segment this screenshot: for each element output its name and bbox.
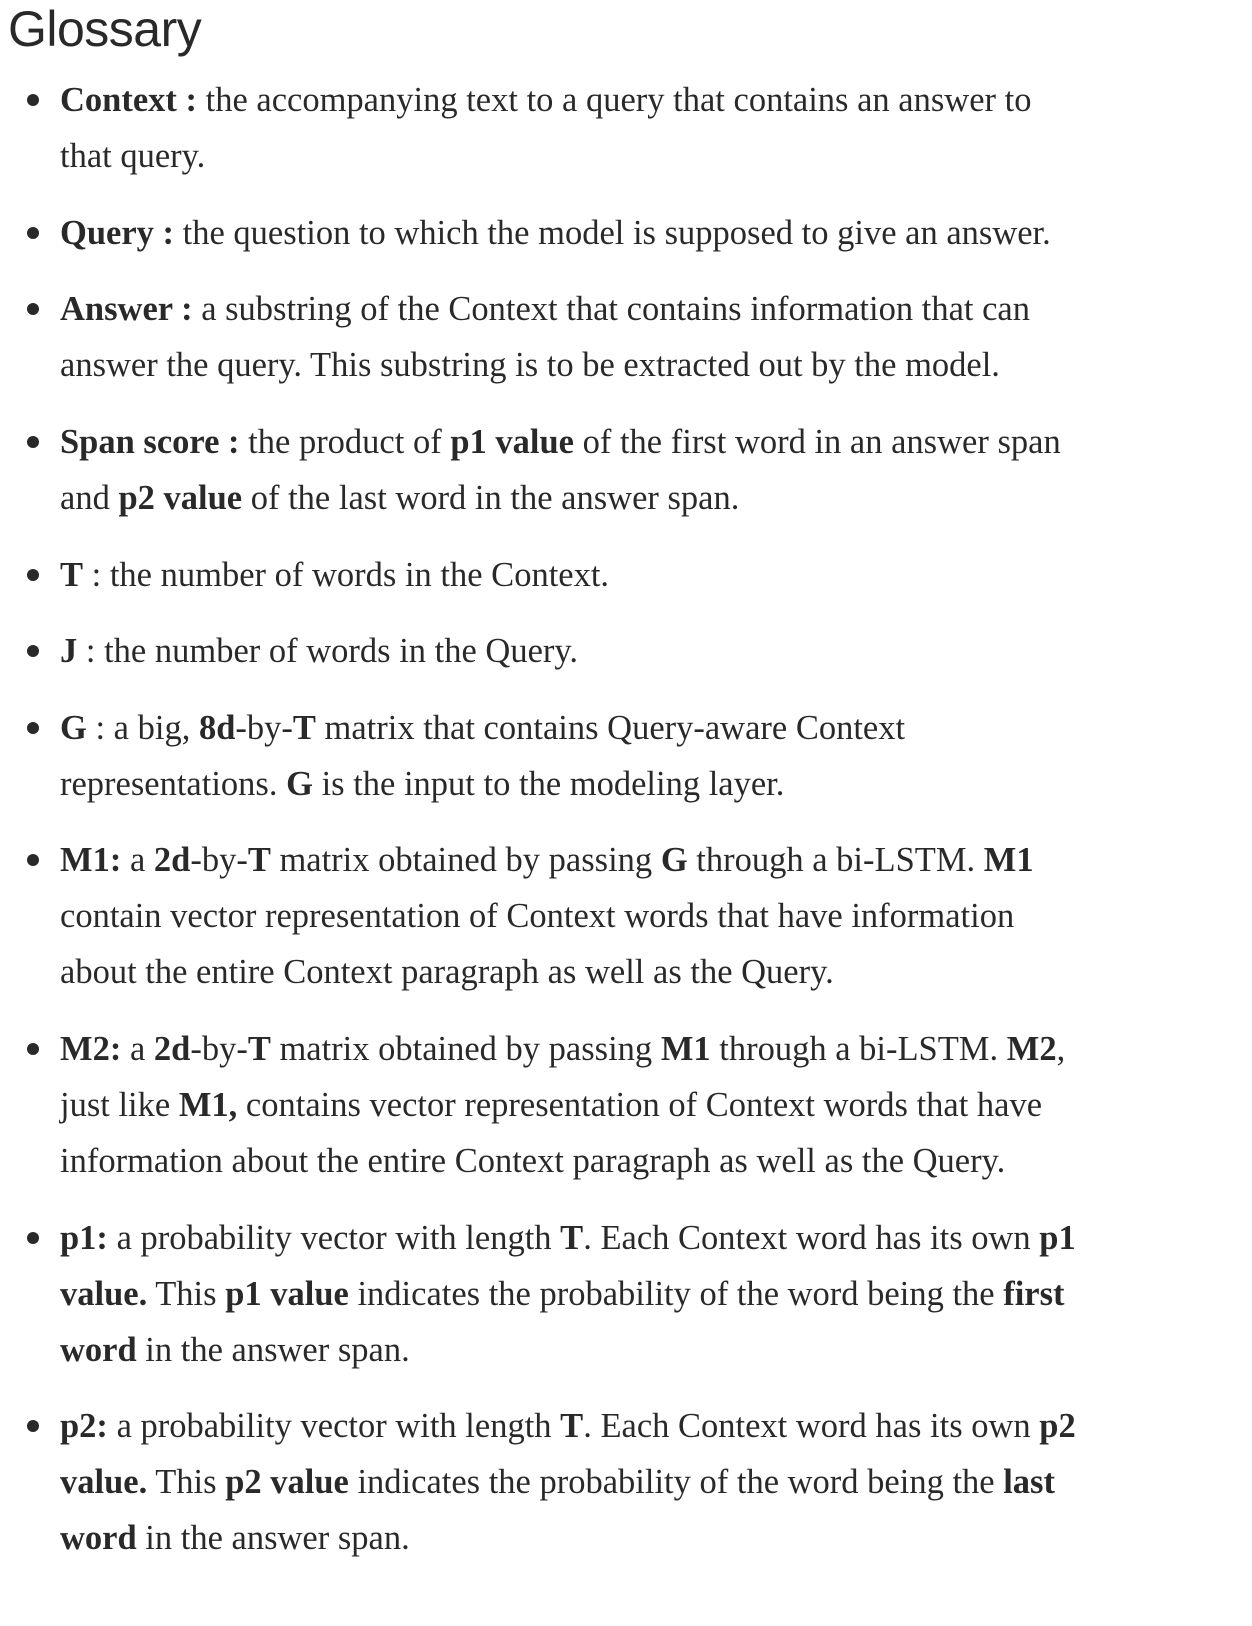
- glossary-item-line: [60, 700, 1246, 756]
- glossary-text: the accompanying text to a query that contains an answer to: [197, 81, 1032, 119]
- glossary-term: p2: [1039, 1407, 1076, 1445]
- glossary-item: [60, 547, 1246, 603]
- glossary-text: -by-: [190, 841, 248, 879]
- glossary-text: about the entire Context paragraph as well as the Query.: [60, 953, 834, 991]
- glossary-term: p1 value: [225, 1275, 349, 1313]
- glossary-term: first: [1003, 1275, 1065, 1313]
- glossary-term: M2:: [60, 1030, 122, 1068]
- glossary-term: p1 value: [450, 423, 574, 461]
- glossary-term: G: [286, 765, 313, 803]
- glossary-term: 2d: [153, 1030, 191, 1068]
- glossary-term: p1: [1039, 1219, 1076, 1257]
- glossary-text: contains vector representation of Context words that have: [237, 1086, 1043, 1124]
- glossary-term: T: [247, 1030, 271, 1068]
- glossary-text: a probability vector with length: [107, 1219, 561, 1257]
- glossary-text: and: [60, 479, 119, 517]
- glossary-text: contain vector representation of Context words that have information: [60, 897, 1015, 935]
- glossary-item-line: [60, 1077, 1246, 1133]
- glossary-item-line: [60, 205, 1246, 261]
- glossary-term: M1:: [60, 841, 122, 879]
- glossary-text: -by-: [235, 709, 293, 747]
- glossary-term: word: [60, 1519, 137, 1557]
- glossary-term: 2d: [153, 841, 191, 879]
- glossary-text: : a big,: [86, 709, 199, 747]
- glossary-item-line: [60, 888, 1246, 944]
- glossary-text: that query.: [60, 137, 206, 175]
- glossary-term: G: [60, 709, 87, 747]
- glossary-term: T: [247, 841, 271, 879]
- glossary-text: through a bi-LSTM.: [687, 841, 984, 879]
- glossary-term: T: [560, 1219, 584, 1257]
- glossary-item-line: [60, 128, 1246, 184]
- glossary-item-line: [60, 1021, 1246, 1077]
- glossary-text: a probability vector with length: [107, 1407, 561, 1445]
- glossary-item-line: [60, 944, 1246, 1000]
- glossary-item-line: [60, 1266, 1246, 1322]
- glossary-text: representations.: [60, 765, 287, 803]
- glossary-item-line: [60, 337, 1246, 393]
- glossary-text: information about the entire Context paragraph as well as the Query.: [60, 1142, 1006, 1180]
- glossary-item-line: [60, 1398, 1246, 1454]
- glossary-text: -by-: [190, 1030, 248, 1068]
- glossary-text: just like: [60, 1086, 179, 1124]
- glossary-item: [60, 832, 1246, 1000]
- glossary-text: answer the query. This substring is to be extracted out by the model.: [60, 346, 1000, 384]
- glossary-text: This: [147, 1275, 226, 1313]
- glossary-term: M2: [1006, 1030, 1057, 1068]
- glossary-item-line: [60, 470, 1246, 526]
- glossary-text: the question to which the model is supposed to give an answer.: [174, 214, 1051, 252]
- glossary-item: [60, 205, 1246, 261]
- glossary-term: Span score :: [60, 423, 240, 461]
- glossary-item-line: [60, 832, 1246, 888]
- glossary-term: p2 value: [118, 479, 243, 517]
- glossary-text: of the first word in an answer span: [573, 423, 1061, 461]
- glossary-term: value.: [60, 1275, 148, 1313]
- glossary-text: a: [121, 841, 154, 879]
- glossary-term: word: [60, 1331, 137, 1369]
- glossary-text: the product of: [239, 423, 451, 461]
- glossary-item: [60, 72, 1246, 184]
- glossary-term: last: [1003, 1463, 1055, 1501]
- glossary-item-line: [60, 1210, 1246, 1266]
- glossary-text: . Each Context word has its own: [583, 1407, 1040, 1445]
- glossary-item: [60, 414, 1246, 526]
- glossary-text: This: [147, 1463, 226, 1501]
- glossary-item: [60, 700, 1246, 812]
- glossary-text: ,: [1056, 1030, 1066, 1068]
- glossary-text: in the answer span.: [136, 1331, 410, 1369]
- glossary-text: is the input to the modeling layer.: [312, 765, 785, 803]
- glossary-item: [60, 1210, 1246, 1378]
- glossary-item-line: [60, 414, 1246, 470]
- glossary-item: [60, 1398, 1246, 1566]
- glossary-item-line: [60, 756, 1246, 812]
- glossary-term: J: [60, 632, 78, 670]
- glossary-term: value.: [60, 1463, 148, 1501]
- glossary-item-line: [60, 623, 1246, 679]
- glossary-text: a: [121, 1030, 154, 1068]
- glossary-term: T: [292, 709, 316, 747]
- glossary-text: in the answer span.: [136, 1519, 410, 1557]
- glossary-item: [60, 623, 1246, 679]
- glossary-item-line: [60, 1510, 1246, 1566]
- glossary-item-line: [60, 547, 1246, 603]
- glossary-text: indicates the probability of the word being the: [348, 1463, 1004, 1501]
- glossary-text: matrix obtained by passing: [270, 841, 661, 879]
- glossary-term: G: [660, 841, 688, 879]
- glossary-term: M1,: [178, 1086, 238, 1124]
- glossary-text: : the number of words in the Context.: [83, 556, 610, 594]
- glossary-item-line: [60, 72, 1246, 128]
- glossary-text: matrix that contains Query-aware Context: [315, 709, 906, 747]
- glossary-term: T: [60, 556, 84, 594]
- glossary-term: T: [560, 1407, 584, 1445]
- glossary-term: p1:: [60, 1219, 108, 1257]
- glossary-term: M1: [660, 1030, 711, 1068]
- glossary-text: a substring of the Context that contains information that can: [192, 290, 1030, 328]
- glossary-term: Context :: [60, 81, 198, 119]
- glossary-term: 8d: [198, 709, 236, 747]
- glossary-term: Answer :: [60, 290, 193, 328]
- glossary-term: p2:: [60, 1407, 108, 1445]
- glossary-item-line: [60, 1322, 1246, 1378]
- glossary-text: : the number of words in the Query.: [77, 632, 579, 670]
- glossary-item: [60, 281, 1246, 393]
- glossary-text: indicates the probability of the word being the: [348, 1275, 1004, 1313]
- glossary-text: of the last word in the answer span.: [242, 479, 740, 517]
- glossary-term: p2 value: [225, 1463, 349, 1501]
- glossary-text: matrix obtained by passing: [270, 1030, 661, 1068]
- glossary-text: through a bi-LSTM.: [710, 1030, 1007, 1068]
- glossary-item-line: [60, 1133, 1246, 1189]
- glossary-item: [60, 1021, 1246, 1189]
- glossary-term: M1: [983, 841, 1034, 879]
- page-title: Glossary: [8, 1, 202, 57]
- glossary-item-line: [60, 281, 1246, 337]
- glossary-term: Query :: [60, 214, 175, 252]
- glossary-item-line: [60, 1454, 1246, 1510]
- glossary-text: . Each Context word has its own: [583, 1219, 1040, 1257]
